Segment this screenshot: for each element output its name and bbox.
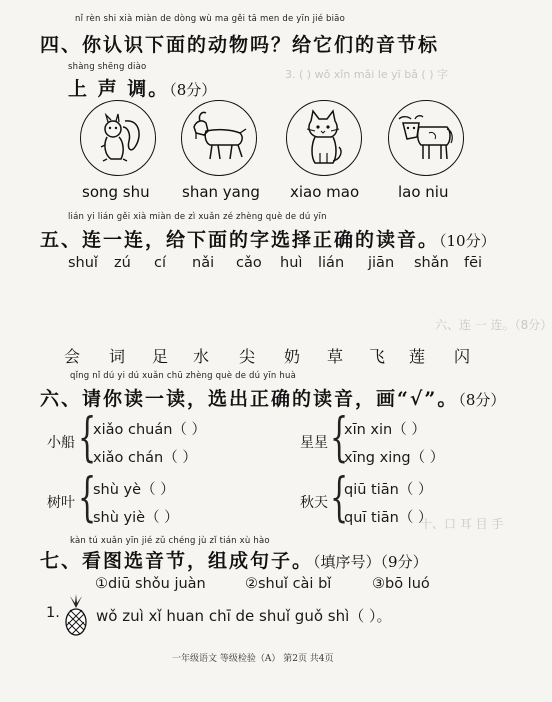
cow-icon (389, 101, 463, 175)
goat-picture (181, 100, 257, 176)
animal-label: xiao mao (290, 183, 360, 201)
sentence-number: 1. (46, 605, 60, 621)
character-option: 莲 (409, 347, 426, 366)
character-option: 闪 (454, 347, 471, 366)
pineapple-icon (62, 594, 90, 636)
bleed-through-text: 十、口 耳 目 手 (420, 517, 504, 531)
brace-icon: { (330, 408, 349, 468)
brace-icon: { (78, 408, 97, 468)
q6-pinyin: qǐng nǐ dú yi dú xuǎn chū zhèng què de dú yīn huà (70, 371, 296, 381)
character-option: 水 (193, 347, 210, 366)
q7-pinyin: kàn tú xuǎn yīn jié zǔ chéng jù zǐ tián xù hào (70, 536, 270, 546)
character-option: 词 (109, 347, 126, 366)
answer-option[interactable]: xiǎo chán（ ） (93, 450, 197, 466)
q6-title: 六、请你读一读，选出正确的读音，画“√”。（8分） (40, 388, 506, 410)
character-option: 足 (152, 347, 169, 366)
goat-icon (182, 101, 256, 175)
cat-icon (287, 101, 361, 175)
q4-score: （8分） (169, 81, 217, 99)
q7-fill-hint: （填序号） (313, 553, 381, 571)
q5-title: 五、连一连，给下面的字选择正确的读音。（10分） (40, 229, 496, 251)
syllable-option: shǎn (414, 255, 449, 271)
page-footer: 一年级语文 等级检验（A） 第2页 共4页 (172, 654, 334, 664)
animal-label: shan yang (182, 183, 260, 201)
syllable-option: nǎi (192, 255, 215, 271)
syllable-choice: ①diū shǒu juàn (95, 576, 206, 592)
q7-title: 七、看图选音节，组成句子。（填序号）（9分） (40, 550, 428, 572)
character-option: 尖 (239, 347, 256, 366)
character-option: 飞 (369, 347, 386, 366)
q5-pinyin: lián yi lián gěi xià miàn de zì xuǎn zé zhèng què de dú yīn (68, 212, 327, 222)
answer-option[interactable]: xīn xin（ ） (344, 422, 426, 438)
cow-picture (388, 100, 464, 176)
animal-label: lao niu (398, 183, 449, 201)
brace-icon: { (78, 468, 97, 528)
squirrel-icon (81, 101, 155, 175)
q7-score: （9分） (380, 553, 428, 571)
answer-option[interactable]: qiū tiān（ ） (344, 482, 433, 498)
syllable-choice: ②shuǐ cài bǐ (245, 576, 332, 592)
q4-pinyin-line2: shàng shēng diào (68, 62, 147, 72)
q4-pinyin-line1: nǐ rèn shi xià miàn de dòng wù ma gěi tā men de yīn jié biāo (75, 14, 345, 24)
syllable-option: cǎo (236, 255, 262, 271)
brace-icon: { (330, 468, 349, 528)
character-option: 草 (327, 347, 344, 366)
syllable-option: cí (154, 255, 167, 271)
animal-label: song shu (82, 183, 150, 201)
cat-picture (286, 100, 362, 176)
character-option: 奶 (284, 347, 301, 366)
bleed-through-text: 3. ( ) wǒ xǐn mǎi le yī bǎ ( ) 字 (285, 68, 449, 81)
bleed-through-text: 六、连 一 连。（8分） (435, 318, 552, 332)
sentence: wǒ zuì xǐ huan chī de shuǐ guǒ shì（ ）。 (96, 607, 392, 625)
answer-option[interactable]: shù yè（ ） (93, 482, 175, 498)
pineapple-picture (62, 594, 90, 640)
answer-option[interactable]: xīng xing（ ） (344, 450, 445, 466)
syllable-option: fēi (464, 255, 483, 271)
squirrel-picture (80, 100, 156, 176)
word-label: 秋天 (300, 495, 328, 511)
character-option: 会 (64, 347, 81, 366)
syllable-option: huì (280, 255, 303, 271)
word-label: 树叶 (47, 495, 75, 511)
syllable-option: zú (114, 255, 131, 271)
q4-title-line2: 上 声 调。（8分） (68, 78, 217, 100)
answer-option[interactable]: quī tiān（ ） (344, 510, 433, 526)
answer-option[interactable]: xiǎo chuán（ ） (93, 422, 207, 438)
q5-score: （10分） (439, 232, 496, 250)
q4-title-line1: 四、你认识下面的动物吗？给它们的音节标 (40, 34, 440, 56)
word-label: 小船 (47, 435, 75, 451)
syllable-choice: ③bō luó (372, 576, 430, 592)
syllable-option: jiān (368, 255, 395, 271)
syllable-option: shuǐ (68, 255, 98, 271)
q6-score: （8分） (458, 391, 506, 409)
word-label: 星星 (300, 435, 328, 451)
answer-option[interactable]: shù yiè（ ） (93, 510, 179, 526)
syllable-option: lián (318, 255, 345, 271)
